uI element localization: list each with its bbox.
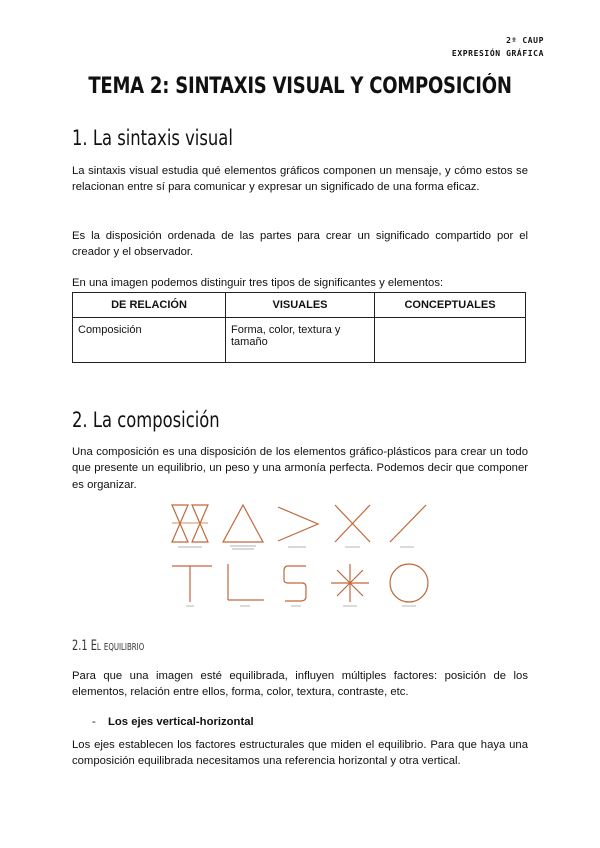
s-shape-icon [284, 566, 306, 601]
subsection-paragraph1: Para que una imagen esté equilibrada, influyen múltiples factores: posición de los elementos, relación entre ellos, forma, color, textura, contraste, etc. [72, 670, 528, 699]
composition-symbols [160, 500, 450, 610]
l-shape-icon [228, 564, 264, 600]
section1-paragraph3: En una imagen podemos distinguir tres tipos de significantes y elementos: [72, 277, 444, 289]
bullet-dash: - [92, 716, 96, 728]
table-header-visual: VISUALES [226, 293, 375, 318]
section1-paragraph1: La sintaxis visual estudia qué elementos gráficos componen un mensaje, y cómo estos se relacionan entre sí para comunicar y expresar un significado de una forma eficaz. [72, 165, 528, 194]
table-header-relation: DE RELACIÓN [73, 293, 226, 318]
table-cell-relation: Composición [73, 318, 226, 363]
section2-paragraph1: Una composición es una disposición de los elementos gráfico-plásticos para crear un todo que presente un equilibrio, un peso y una armonía perfecta. Podemos decir que componer es organizar. [72, 446, 528, 491]
table-header-conceptual: CONCEPTUALES [375, 293, 526, 318]
table-cell-visual: Forma, color, textura y tamaño [226, 318, 375, 363]
diagonal-line-icon [390, 505, 426, 542]
hourglass-pair-icon [172, 505, 208, 542]
triangle-icon [223, 505, 263, 542]
table-row [73, 318, 526, 363]
section1-heading: 1. La sintaxis visual [72, 126, 233, 150]
signifiers-table [72, 292, 526, 363]
table-header-row [73, 293, 526, 318]
section2-heading: 2. La composición [72, 408, 220, 432]
angle-icon [278, 507, 318, 541]
course-subject: EXPRESIÓN GRÁFICA [451, 49, 544, 58]
bullet-item [92, 716, 254, 728]
course-header [452, 34, 544, 60]
circle-icon [390, 564, 428, 602]
t-shape-icon [172, 566, 212, 602]
document-title: TEMA 2: SINTAXIS VISUAL Y COMPOSICIÓN [88, 74, 512, 99]
course-year: 2º CAUP [506, 36, 544, 45]
bullet-label: Los ejes vertical-horizontal [108, 716, 254, 728]
subsection-paragraph2: Los ejes establecen los factores estructurales que miden el equilibrio. Para que haya una composición equilibrada necesitamos una referencia horizontal y otra vertical. [72, 739, 528, 768]
cross-icon [335, 505, 370, 542]
subsection-heading: 2.1 El equilibrio [72, 638, 145, 654]
section1-paragraph2: Es la disposición ordenada de las partes para crear un significado compartido por el creador y el observador. [72, 230, 528, 259]
table-cell-conceptual [375, 318, 526, 363]
asterisk-icon [331, 564, 369, 602]
